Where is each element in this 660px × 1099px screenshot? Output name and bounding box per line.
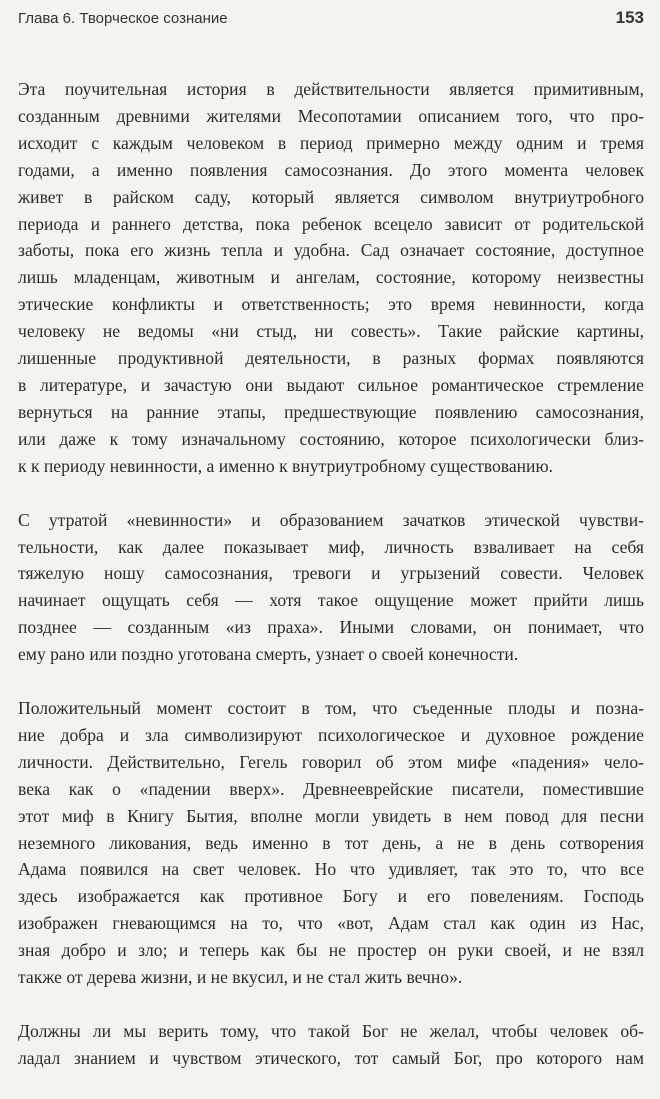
text-line: также от дерева жизни, и не вкусил, и не стал жить вечно». xyxy=(18,967,463,988)
text-line: к к периоду невинности, а именно к внутриутробному существованию. xyxy=(18,455,554,476)
chapter-title: Глава 6. Творческое сознание xyxy=(18,10,228,27)
running-header xyxy=(18,8,644,34)
text-line: позднее — созданным «из праха». Иными словами, он понимает, что xyxy=(18,617,644,638)
paragraph xyxy=(18,1018,644,1072)
text-line: или даже к тому изначальному состоянию, которое психологически близ- xyxy=(18,428,644,449)
text-line: ладал знанием и чувством этического, тот самый Бог, про которого нам xyxy=(18,1047,644,1068)
text-line: вернуться на ранние этапы, предшествующие появлению самосознания, xyxy=(18,401,644,422)
paragraph xyxy=(18,76,644,480)
text-line: личности. Действительно, Гегель говорил об этом мифе «падения» чело- xyxy=(18,751,644,772)
text-line: Эта поучительная история в действительности является примитивным, xyxy=(18,79,644,99)
text-line: в литературе, и зачастую они выдают сильное романтическое стремление xyxy=(18,374,644,395)
text-line: заботы, пока его жизнь тепла и удобна. Сад означает состояние, доступное xyxy=(18,240,644,261)
text-line: начинает ощущать себя — хотя такое ощущение может прийти лишь xyxy=(18,590,644,611)
text-line: неземного ликования, ведь именно в тот день, а не в день сотворения xyxy=(18,832,644,853)
paragraph xyxy=(18,507,644,668)
text-line: ние добра и зла символизируют психологическое и духовное рождение xyxy=(18,724,644,745)
text-line: исходит с каждым человеком в период примерно между одним и тремя xyxy=(18,132,644,153)
paragraph xyxy=(18,695,644,991)
text-line: века как о «падении вверх». Древнееврейские писатели, поместившие xyxy=(18,778,644,799)
text-line: здесь изображается как противное Богу и его повелениям. Господь xyxy=(18,886,644,907)
text-line: лишь младенцам, животным и ангелам, состояние, которому неизвестны xyxy=(18,267,644,288)
page-number: 153 xyxy=(615,8,644,27)
text-line: ему рано или поздно уготована смерть, узнает о своей конечности. xyxy=(18,644,519,665)
text-line: Должны ли мы верить тому, что такой Бог не желал, чтобы человек об- xyxy=(18,1021,644,1041)
text-line: годами, а именно появления самосознания. До этого момента человек xyxy=(18,159,644,180)
text-line: живет в райском саду, который является символом внутриутробного xyxy=(18,186,644,207)
text-line: лишенные продуктивной деятельности, в разных формах появляются xyxy=(18,348,644,369)
text-line: изображен гневающимся на то, что «вот, Адам стал как один из Нас, xyxy=(18,913,644,934)
text-line: тяжелую ношу самосознания, тревоги и угрызений совести. Человек xyxy=(18,563,644,584)
text-line: этот миф в Книгу Бытия, вполне могли увидеть в нем повод для песни xyxy=(18,805,644,826)
text-line: созданным древними жителями Месопотамии описанием того, что про- xyxy=(18,105,644,126)
text-line: С утратой «невинности» и образованием зачатков этической чувстви- xyxy=(18,509,644,530)
text-line: этические конфликты и ответственность; это время невинности, когда xyxy=(18,294,644,315)
text-line: Адама появился на свет человек. Но что удивляет, так это то, что все xyxy=(18,859,644,880)
text-line: периода и раннего детства, пока ребенок всецело зависит от родительской xyxy=(18,213,644,234)
text-line: тельности, как далее показывает миф, личность взваливает на себя xyxy=(18,536,644,557)
text-line: человеку не ведомы «ни стыд, ни совесть». Такие райские картины, xyxy=(18,321,644,342)
text-line: зная добро и зло; и теперь как бы не простер он руки своей, и не взял xyxy=(18,940,644,961)
body-text xyxy=(18,76,644,1099)
text-line: Положительный момент состоит в том, что съеденные плоды и позна- xyxy=(18,698,644,719)
